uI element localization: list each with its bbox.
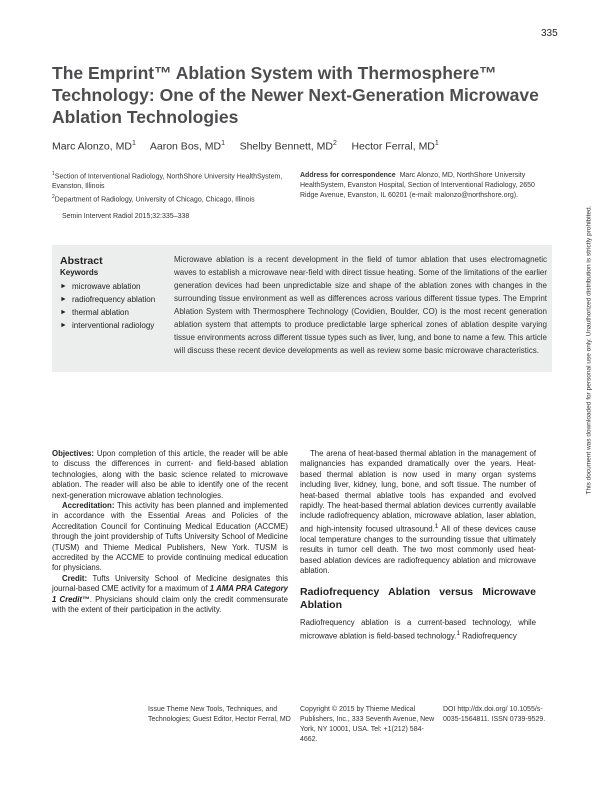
correspondence-label: Address for correspondence (300, 172, 396, 179)
page-number: 335 (541, 28, 558, 39)
author-name: Aaron Bos, MD (149, 140, 222, 153)
abstract-heading: Abstract (60, 255, 103, 267)
objectives-paragraph: Objectives: Upon completion of this article, the reader will be able to discuss the differences in current- and field-based ablation technologies, along with the basic science related to microwave ablation. The reader will also be able to identify one of the recent next-generation microwave ablation technologies. (52, 449, 288, 500)
author-list (52, 140, 439, 153)
keywords-heading: Keywords (60, 268, 99, 277)
footer-doi: DOI http://dx.doi.org/ 10.1055/s-0035-1564811. ISSN 0739-9529. (443, 706, 546, 723)
author-name: Hector Ferral, MD (351, 140, 435, 153)
side-note: This document was downloaded for personal use only. Unauthorized distribution is strictly prohibited. (585, 205, 593, 495)
section-heading: Radiofrequency Ablation versus Microwave Ablation (300, 586, 536, 612)
keyword-item: ► interventional radiology (60, 319, 170, 332)
author-sup: 1 (434, 140, 439, 147)
author-name: Shelby Bennett, MD (239, 140, 333, 153)
author-name: Marc Alonzo, MD (52, 140, 132, 153)
credit-paragraph: Credit: Tufts University School of Medicine designates this journal-based CME activity for a maximum of 1 AMA PRA Category 1 Credit™. Physicians should claim only the credit commensurate with the extent of their participation in the activity. (52, 573, 288, 615)
keyword-item: ► radiofrequency ablation (60, 293, 170, 306)
abstract-text: Microwave ablation is a recent development in the field of tumor ablation that uses electromagnetic waves to establish a microwave near-field with direct tissue heating. Some of the limitations of the earlier generation devices had been unpredictable size and shape of the ablation zones with changes in the surrounding tissue environment as well as differences across various different tissue types. The Emprint Ablation System with Thermosphere Technology (Covidien, Boulder, CO) is the most recent generation ablation system that attempts to produce predictable large spherical zones of ablation despite varying tissue environments across different tissue types such as liver, lung, and bone to name a few. This article will discuss these recent device developments as well as review some basic microwave characteristics. (174, 255, 547, 355)
body-column-left (52, 449, 288, 616)
author-sup: 1 (221, 140, 225, 147)
keyword-list (60, 280, 170, 332)
affiliation-item: $^1$Section of Interventional Radiology, NorthShore University HealthSystem, Evanston, Illinois (52, 171, 283, 191)
keyword-item: ► thermal ablation (60, 306, 170, 319)
keyword-item: ► microwave ablation (60, 280, 170, 293)
affiliation-item: $^2$Department of Radiology, University of Chicago, Chicago, Illinois (52, 194, 255, 204)
footer-issue: Issue Theme New Tools, Techniques, and Technologies; Guest Editor, Hector Ferral, MD (148, 706, 291, 723)
article-title: The Emprint™ Ablation System with Thermosphere™ Technology: One of the Newer Next-Generation Microwave Ablation Technologies (52, 63, 539, 127)
author-sup: 1 (131, 140, 136, 147)
body-column-right (300, 449, 536, 642)
section-paragraph: Radiofrequency ablation is a current-based technology, while microwave ablation is field-based technology.$^1$ Radiofrequency (300, 618, 536, 641)
correspondence-text: Marc Alonzo, MD, NorthShore University HealthSystem, Evanston Hospital, Section of Interventional Radiology, 2650 Ridge Avenue, Evanston, IL 60201 (e-mail: malonzo@northshore.org). (300, 172, 535, 199)
affiliations (52, 169, 292, 206)
accreditation-paragraph: Accreditation: This activity has been planned and implemented in accordance with the Essential Areas and Policies of the Accreditation Council for Continuing Medical Education (ACCME) through the joint providership of Tufts University School of Medicine (TUSM) and Thieme Medical Publishers, New York. TUSM is accredited by the ACCME to provide continuing medical education for physicians. (52, 501, 288, 573)
author-sup: 2 (332, 140, 337, 147)
citation: Semin Intervent Radiol 2015;32:335–338 (62, 213, 190, 220)
footer-publisher: Copyright © 2015 by Thieme Medical Publishers, Inc., 333 Seventh Avenue, New York, NY 10001, USA. Tel: +1(212) 584-4662. (300, 706, 435, 743)
intro-paragraph: The arena of heat-based thermal ablation in the management of malignancies has expanded dramatically over the years. Heat-based thermal ablation is now used in many organ systems including liver, kidney, lung, bone, and soft tissue. The number of heat-based thermal ablative tools has expanded and evolved rapidly. The heat-based thermal ablation devices currently available include radiofrequency ablation, microwave ablation, laser ablation, and high-intensity focused ultrasound.$^1$ All of these devices cause local temperature changes to the surrounding tissue that ultimately results in tumor cell death. The two most commonly used heat-based ablation devices are radiofrequency ablation and microwave ablation. (300, 449, 536, 576)
correspondence (300, 171, 540, 201)
